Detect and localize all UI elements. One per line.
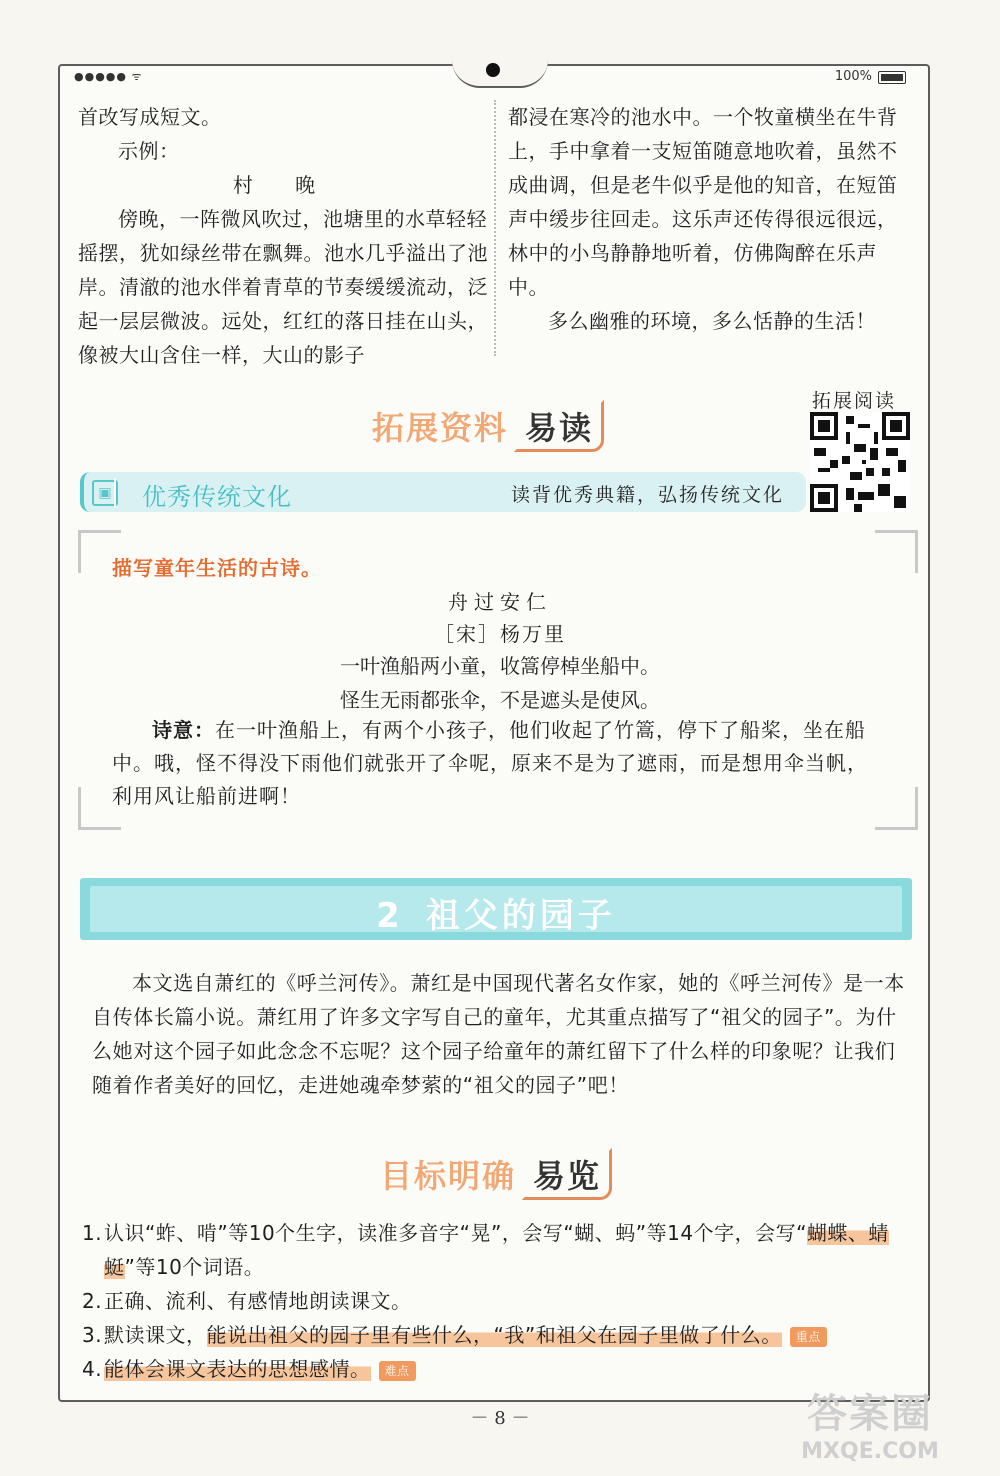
book-icon: ▣: [92, 480, 118, 506]
goal-highlight: 蝴蝶、蜻蜓: [104, 1221, 889, 1279]
extension-heading-text: 拓展资料: [372, 409, 509, 447]
goal-number: 3.: [82, 1323, 103, 1347]
lesson-intro-text: 本文选自萧红的《呼兰河传》。萧红是中国现代著名女作家，她的《呼兰河传》是一本自传体长篇小说。萧红用了许多文字写自己的童年，尤其重点描写了“祖父的园子”。为什么她对这个园子如此念念不忘呢？这个园子给童年的萧红留下了什么样的印象呢？让我们随着作者美好的回忆，走进她魂牵梦萦的“祖父的园子”吧！: [92, 971, 905, 1097]
goal-text-tail: ”等10个词语。: [124, 1255, 265, 1279]
signal-wifi-icon: ●●●●● ᯤ: [74, 70, 143, 83]
battery-percent: 100%: [834, 69, 872, 84]
goal-text: 默读课文，: [104, 1323, 207, 1347]
goal-text: 正确、流利、有感情地朗读课文。: [104, 1289, 412, 1313]
qr-label: 拓展阅读: [812, 390, 897, 412]
goal-number: 2.: [82, 1289, 103, 1313]
lesson-number: 2: [376, 896, 404, 936]
poem-meaning-text: 在一叶渔船上，有两个小孩子，他们收起了竹篙，停下了船桨，坐在船中。哦，怪不得没下雨他们就张开了伞呢，原来不是为了遮雨，而是想用伞当帆，利用风让船前进啊！: [112, 718, 868, 808]
culture-title: 优秀传统文化: [142, 483, 292, 511]
goal-item: [82, 1284, 918, 1318]
goals-list: [82, 1216, 918, 1386]
goal-highlight: 能体会课文表达的思想感情。: [104, 1357, 371, 1381]
lesson-banner: [80, 878, 912, 940]
goals-heading-text: 目标明确: [380, 1157, 517, 1195]
goals-heading-box: 易览: [522, 1148, 612, 1200]
lesson-intro: [92, 966, 908, 1102]
poem-line-2: 怪生无雨都张伞，不是遮头是使风。: [340, 688, 660, 712]
example-label: 示例：: [118, 139, 180, 163]
essay-right-column: [508, 100, 910, 338]
poem-author: ［宋］杨万里: [434, 622, 566, 646]
goals-heading: [380, 1148, 612, 1200]
watermark-logo-text: 答案圈: [807, 1391, 933, 1437]
lesson-title: [80, 888, 912, 937]
status-bar: [60, 66, 924, 88]
culture-bar: [80, 472, 806, 512]
essay-intro-tail: 首改写成短文。: [78, 105, 222, 129]
battery-icon: [878, 71, 906, 84]
goal-item: [82, 1318, 918, 1352]
extension-heading: [372, 400, 604, 452]
essay-closing: 多么幽雅的环境，多么恬静的生活！: [548, 309, 876, 333]
goal-item: [82, 1352, 918, 1386]
key-point-badge: 重点: [790, 1327, 827, 1347]
goal-number: 1.: [82, 1221, 103, 1245]
goal-item: [82, 1216, 918, 1284]
lesson-title-text: 祖父的园子: [425, 896, 616, 936]
essay-right-paragraph: 都浸在寒冷的池水中。一个牧童横坐在牛背上，手中拿着一支短笛随意地吹着，虽然不成曲调，但是老牛似乎是他的知音，在短笛声中缓步往回走。这乐声还传得很远很远，林中的小鸟静静地听着，仿佛陶醉在乐声中。: [508, 105, 898, 299]
poem-meaning: [112, 714, 884, 813]
poem-meaning-label: 诗意：: [152, 718, 215, 742]
watermark-url: MXQE.COM: [801, 1439, 939, 1464]
poem-line-1: 一叶渔船两小童，收篙停棹坐船中。: [340, 654, 660, 678]
qr-code-icon[interactable]: [810, 412, 910, 512]
essay-left-paragraph: 傍晚，一阵微风吹过，池塘里的水草轻轻摇摆，犹如绿丝带在飘舞。池水几乎溢出了池岸。清澈的池水伴着青草的节奏缓缓流动，泛起一层层微波。远处，红红的落日挂在山头，像被大山含住一样，大山的影子: [78, 207, 488, 367]
essay-left-column: [78, 100, 488, 372]
page-number: － 8 －: [470, 1408, 530, 1429]
difficulty-badge: 难点: [379, 1361, 416, 1381]
watermark: [770, 1382, 970, 1464]
extension-heading-box: 易读: [514, 400, 604, 452]
culture-slogan: 读背优秀典籍，弘扬传统文化: [510, 484, 784, 506]
poem-subtitle: 描写童年生活的古诗。: [112, 556, 322, 580]
frame-corner: [875, 530, 918, 573]
goal-number: 4.: [82, 1357, 103, 1381]
goal-text: 认识“蚱、啃”等10个生字，读准多音字“晃”，会写“蝴、蚂”等14个字，会写“: [104, 1221, 807, 1245]
poem-title: 舟过安仁: [448, 590, 552, 614]
culture-separator: [114, 478, 116, 508]
goal-highlight: 能说出祖父的园子里有些什么，“我”和祖父在园子里做了什么。: [206, 1323, 782, 1347]
column-divider: [494, 100, 496, 356]
essay-title: 村 晚: [232, 173, 334, 197]
